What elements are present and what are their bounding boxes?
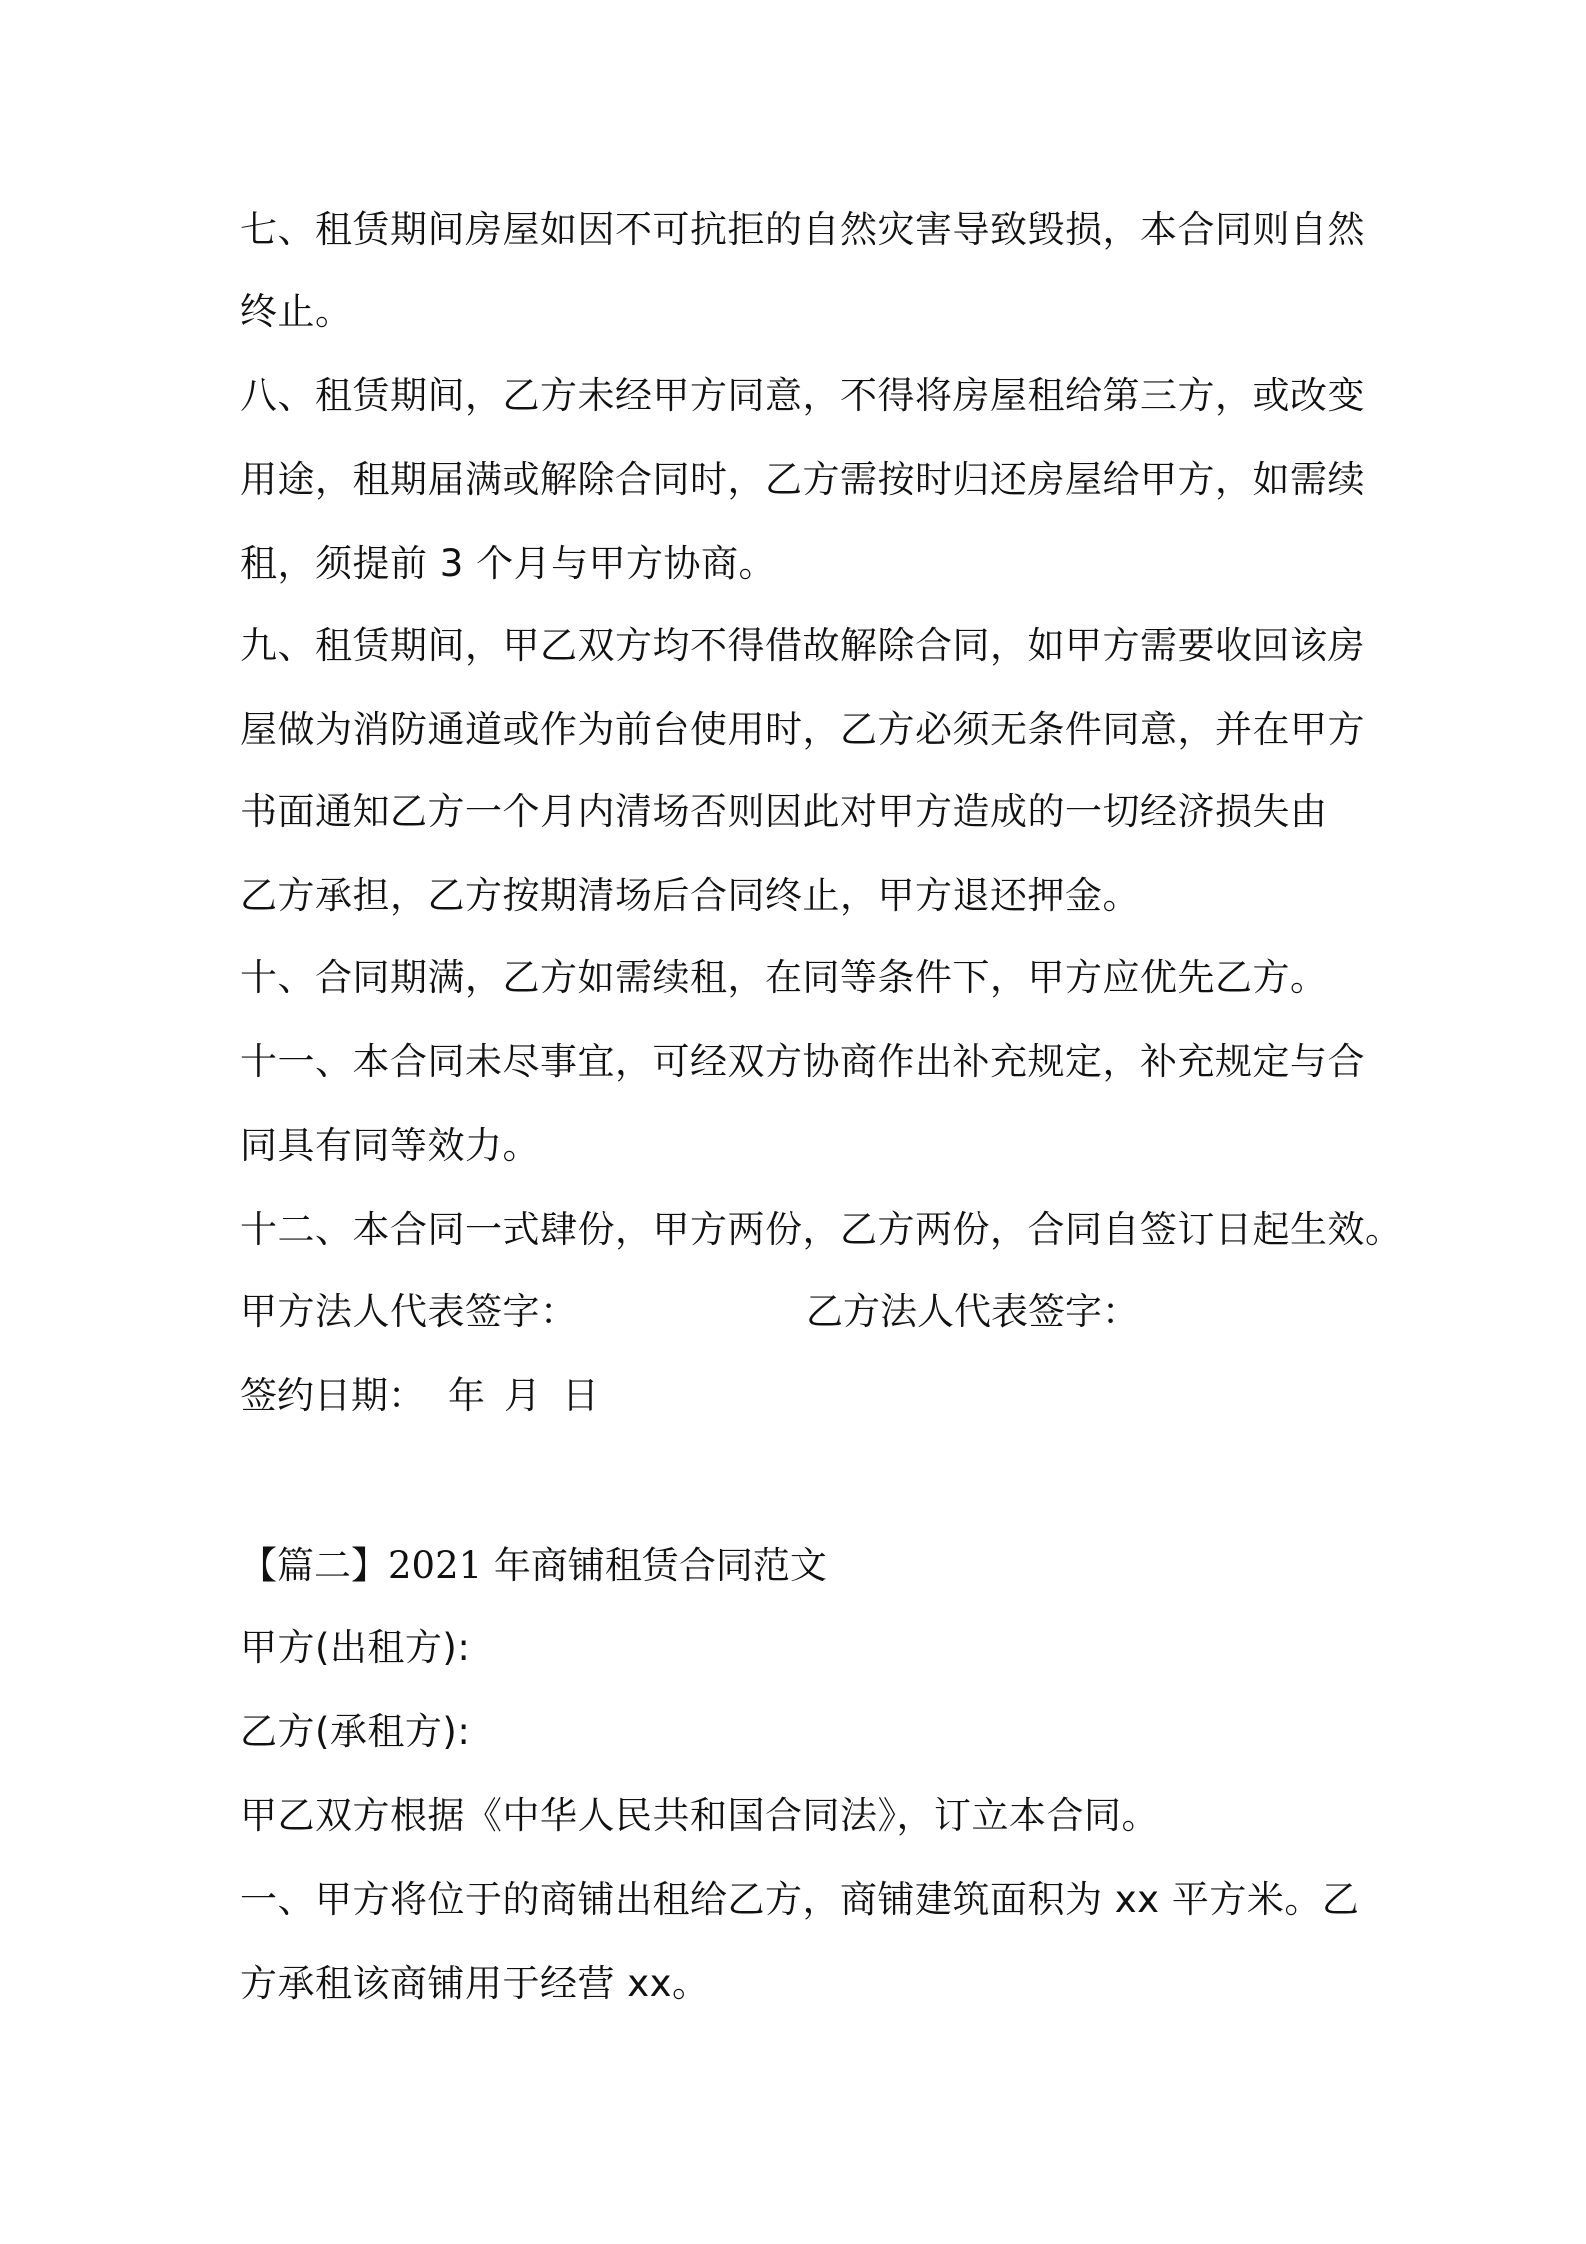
clause-7-line-2: 终止。: [240, 290, 353, 333]
clause-9-line-2: 屋做为消防通道或作为前台使用时，乙方必须无条件同意，并在甲方: [240, 708, 1365, 751]
section-two-clause-1-line-1: 一、甲方将位于的商铺出租给乙方，商铺建筑面积为 xx 平方米。乙: [240, 1878, 1360, 1921]
clause-8-line-3: 租，须提前 3 个月与甲方协商。: [240, 542, 777, 585]
lessor-line: 甲方(出租方):: [240, 1626, 471, 1669]
clause-10-line-1: 十、合同期满，乙方如需续租，在同等条件下，甲方应优先乙方。: [240, 956, 1328, 999]
clause-12-line-1: 十二、本合同一式肆份，甲方两份，乙方两份，合同自签订日起生效。: [240, 1208, 1403, 1251]
clause-7-line-1: 七、租赁期间房屋如因不可抗拒的自然灾害导致毁损，本合同则自然: [240, 208, 1365, 251]
sign-date-day: 日: [562, 1374, 599, 1417]
sign-date-label: 签约日期：: [240, 1374, 425, 1417]
clause-9-line-4: 乙方承担，乙方按期清场后合同终止，甲方退还押金。: [240, 874, 1140, 917]
section-two-heading: 【篇二】2021 年商铺租赁合同范文: [240, 1544, 827, 1587]
clause-8-line-1: 八、租赁期间，乙方未经甲方同意，不得将房屋租给第三方，或改变: [240, 374, 1365, 417]
clause-9-line-1: 九、租赁期间，甲乙双方均不得借故解除合同，如甲方需要收回该房: [240, 624, 1365, 667]
clause-11-line-2: 同具有同等效力。: [240, 1124, 540, 1167]
clause-8-line-2: 用途，租期届满或解除合同时，乙方需按时归还房屋给甲方，如需续: [240, 458, 1365, 501]
section-two-clause-1-line-2: 方承租该商铺用于经营 xx。: [240, 1962, 710, 2005]
party-b-signature-label: 乙方法人代表签字：: [806, 1290, 1139, 1333]
sign-date-month: 月: [504, 1374, 541, 1417]
lessee-line: 乙方(承租方):: [240, 1710, 471, 1753]
party-a-signature-label: 甲方法人代表签字：: [240, 1290, 578, 1333]
clause-11-line-1: 十一、本合同未尽事宜，可经双方协商作出补充规定，补充规定与合: [240, 1040, 1365, 1083]
clause-9-line-3: 书面通知乙方一个月内清场否则因此对甲方造成的一切经济损失由: [240, 790, 1328, 833]
sign-date-year: 年: [448, 1374, 485, 1417]
legal-basis-line: 甲乙双方根据《中华人民共和国合同法》，订立本合同。: [240, 1794, 1159, 1837]
